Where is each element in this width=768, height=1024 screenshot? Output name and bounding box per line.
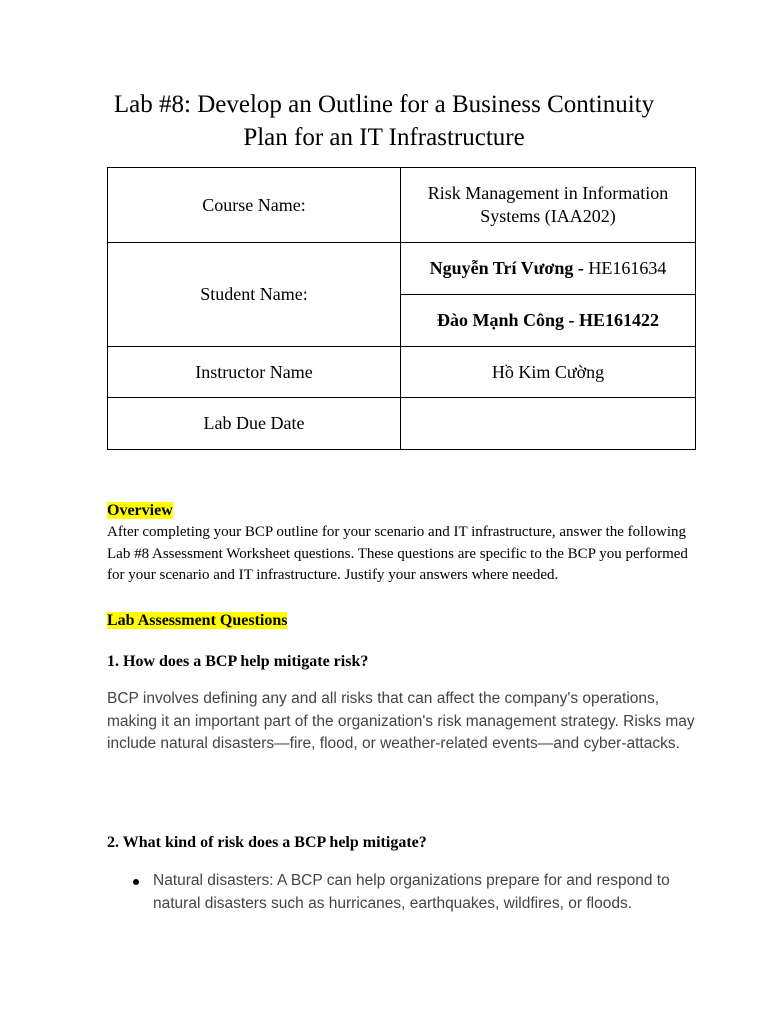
due-date-row	[108, 398, 696, 450]
student-row-1	[108, 243, 696, 295]
question-2: 2. What kind of risk does a BCP help mitigate?	[107, 834, 427, 851]
instructor-label: Instructor Name	[108, 347, 401, 398]
overview-text: After completing your BCP outline for your scenario and IT infrastructure, answer the following Lab #8 Assessment Worksheet questions. These questions are specific to the BCP you performed for your scenario and IT infrastructure. Justify your answers where needed.	[107, 524, 688, 583]
answer-1: BCP involves defining any and all risks that can affect the company's operations, making it an important part of the organization's risk management strategy. Risks may include natural disasters—fire, flood, or weather-related events—and cyber-attacks.	[107, 690, 695, 752]
question-1: 1. How does a BCP help mitigate risk?	[107, 653, 369, 670]
course-value: Risk Management in Information Systems (IAA202)	[401, 168, 696, 243]
overview-heading-line	[107, 501, 173, 521]
student-2-cell	[401, 295, 696, 347]
lab-info-table	[107, 167, 696, 450]
list-item	[107, 870, 707, 915]
instructor-value: Hồ Kim Cường	[401, 347, 696, 398]
document-title	[0, 88, 768, 154]
student-1-name: Nguyễn Trí Vương -	[429, 258, 589, 278]
answer-2-bullet-1: Natural disasters: A BCP can help organizations prepare for and respond to natural disasters such as hurricanes, earthquakes, wildfires, or floods.	[153, 872, 670, 912]
due-date-value	[401, 398, 696, 450]
course-row	[108, 168, 696, 243]
assessment-heading-line	[107, 611, 287, 631]
student-2: Đào Mạnh Công - HE161422	[436, 310, 660, 330]
bullet-icon	[133, 879, 139, 885]
student-1-cell	[401, 243, 696, 295]
student-1-id: HE161634	[588, 258, 667, 278]
instructor-row	[108, 347, 696, 398]
student-label: Student Name:	[108, 243, 401, 347]
due-date-label: Lab Due Date	[108, 398, 401, 450]
title-line-2: Plan for an IT Infrastructure	[243, 124, 525, 151]
answer-2-list	[107, 870, 707, 915]
title-line-1: Lab #8: Develop an Outline for a Business Continuity	[113, 91, 655, 118]
overview-heading: Overview	[107, 502, 173, 519]
course-label: Course Name:	[108, 168, 401, 243]
assessment-heading: Lab Assessment Questions	[107, 612, 288, 629]
